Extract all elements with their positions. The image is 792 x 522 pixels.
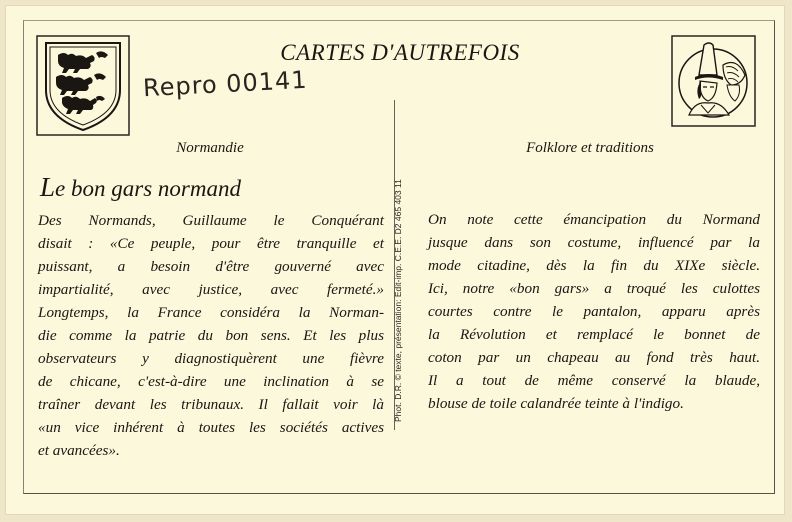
text-line: Ici, notre «bon gars» a troqué les culottes	[428, 280, 760, 297]
text-line: jusque dans son costume, influencé par la	[428, 234, 760, 251]
text-line: coton par un chapeau au fond très haut.	[428, 349, 760, 366]
normand-man-portrait-icon	[671, 35, 756, 127]
photo-credit: Phot. D.R. © texte, présentation: Edit-imp. C.E.E. D2 465 403 11	[393, 179, 403, 422]
text-line: On note cette émancipation du Normand	[428, 211, 760, 228]
text-line: impartialité, avec justice, avec fermeté.»	[38, 281, 384, 298]
title-rest: e bon gars normand	[55, 176, 241, 201]
normandy-coat-of-arms-icon	[36, 35, 130, 136]
text-line: de chicane, c'est-à-dire une inclination à se	[38, 373, 384, 390]
theme-label: Folklore et traditions	[526, 140, 654, 156]
text-line: courtes contre le pantalon, apparu après	[428, 303, 760, 320]
text-line: blouse de toile calandrée teinte à l'indigo.	[428, 395, 684, 412]
text-line: «un vice inhérent à toutes les sociétés actives	[38, 419, 384, 436]
text-line: la Révolution et remplacé le bonnet de	[428, 326, 760, 343]
text-line: mode citadine, dès la fin du XIXe siècle.	[428, 257, 760, 274]
text-line: Longtemps, la France considéra la Norman-	[38, 304, 384, 321]
article-title	[40, 172, 241, 203]
handwritten-reference: Repro 00141	[142, 65, 309, 103]
left-column-text	[38, 209, 384, 462]
text-line: disait : «Ce peuple, pour être tranquille et	[38, 235, 384, 252]
text-line: observateurs y diagnostiquèrent une fièvre	[38, 350, 384, 367]
text-line: et avancées».	[38, 442, 120, 459]
text-line: Il a tout de même conservé la blaude,	[428, 372, 760, 389]
right-column-text	[428, 208, 760, 415]
text-line: traîner devant les tribunaux. Il fallait voir là	[38, 396, 384, 413]
title-initial: L	[40, 172, 56, 202]
text-line: Des Normands, Guillaume le Conquérant	[38, 212, 384, 229]
region-label: Normandie	[176, 140, 244, 156]
text-line: puissant, a besoin d'être gouverné avec	[38, 258, 384, 275]
text-line: die comme la patrie du bon sens. Et les plus	[38, 327, 384, 344]
series-title: CARTES D'AUTREFOIS	[280, 40, 520, 65]
